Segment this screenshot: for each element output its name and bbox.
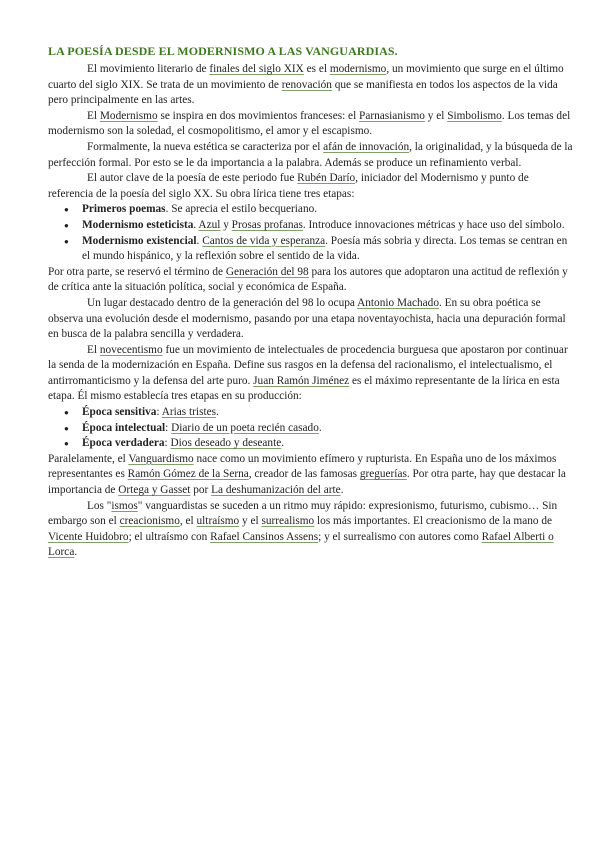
text-span: El <box>87 343 100 356</box>
paragraph-modernismo-intro <box>48 62 574 109</box>
text-span: " vanguardistas se suceden a un ritmo muy rápido: expresionismo, futurismo, cubismo… Sin embargo son el <box>48 499 558 528</box>
link-ramon-gomez-serna[interactable]: Ramón Gómez de la Serna <box>127 468 249 481</box>
stage-name: Época sensitiva <box>82 406 157 419</box>
link-vanguardismo[interactable]: Vanguardismo <box>128 452 194 465</box>
text-span: : <box>164 437 171 450</box>
text-span: . <box>340 484 344 497</box>
link-ruben-dario[interactable]: Rubén Darío <box>297 172 356 185</box>
paragraph-ismos <box>48 499 574 561</box>
list-item <box>82 421 574 437</box>
text-span: los más importantes. El creacionismo de la mano de <box>314 515 553 528</box>
link-diario-poeta[interactable]: Diario de un poeta recién casado <box>171 421 319 434</box>
text-span: . <box>74 546 78 559</box>
link-generacion-98[interactable]: Generación del 98 <box>225 265 309 278</box>
link-ortega-gasset[interactable]: Ortega y Gasset <box>118 484 191 497</box>
text-span: y el <box>239 515 262 528</box>
document-title: LA POESÍA DESDE EL MODERNISMO A LAS VANGUARDIAS. <box>48 44 398 58</box>
text-span: Un lugar destacado dentro de la generación del 98 lo ocupa <box>87 296 358 309</box>
paragraph-novecentismo <box>48 343 574 405</box>
link-simbolismo[interactable]: Simbolismo <box>447 109 502 122</box>
text-span: Los " <box>87 499 112 512</box>
link-juan-ramon-jimenez[interactable]: Juan Ramón Jiménez <box>253 374 350 387</box>
text-span: . En su obra poética se observa una evolución desde el modernismo, pasando por una etapa noventayochista, hacia una depuración formal en busca de la palabra sencilla y verdadera. <box>48 296 566 341</box>
text-span: nace como un movimiento efímero y rupturista. En España uno de los máximos representantes es <box>48 452 557 481</box>
link-prosas-profanas[interactable]: Prosas profanas <box>231 218 303 231</box>
link-azul[interactable]: Azul <box>198 218 221 231</box>
link-novecentismo[interactable]: novecentismo <box>99 343 163 356</box>
text-span: . Introduce innovaciones métricas y hace uso del símbolo. <box>302 218 565 231</box>
text-span: fue un movimiento de intelectuales de procedencia burguesa que apostaron por continuar la senda de la modernización en España. Define sus rasgos en la defensa del racionalismo, el intelectualismo, el antirromanticismo y la defensa del arte puro. <box>48 343 568 387</box>
text-span: . <box>196 234 203 247</box>
link-antonio-machado[interactable]: Antonio Machado <box>357 296 439 309</box>
text-span: es el <box>303 63 330 75</box>
text-span: . <box>216 406 219 419</box>
text-span: ; el ultraísmo con <box>128 530 211 543</box>
text-span: El <box>87 109 100 122</box>
text-span: . Poesía más sobria y directa. Los temas se centran en el mundo hispánico, y la reflexión sobre el sentido de la vida. <box>82 234 568 263</box>
text-span: por <box>190 484 212 497</box>
link-creacionismo[interactable]: creacionismo <box>119 515 180 528</box>
text-span: es el máximo representante de la lírica en esta etapa. Él mismo establecía tres etapas en su producción: <box>48 374 560 403</box>
link-parnasianismo[interactable]: Parnasianismo <box>359 109 425 122</box>
stage-name: Modernismo existencial <box>82 234 197 247</box>
link-surrealismo[interactable]: surrealismo <box>261 515 315 528</box>
text-span: : <box>165 421 172 434</box>
link-ultraismo[interactable]: ultraísmo <box>196 515 240 528</box>
stage-name: Primeros poemas <box>82 203 166 216</box>
list-item <box>82 405 574 421</box>
link-finales-siglo-xix[interactable]: finales del siglo XIX <box>209 63 304 75</box>
link-renovacion[interactable]: renovación <box>281 78 332 91</box>
paragraph-antonio-machado <box>48 296 574 343</box>
stage-name: Modernismo esteticista <box>82 218 194 231</box>
dario-stages-list <box>48 202 574 264</box>
link-dios-deseado[interactable]: Dios deseado y deseante <box>170 437 282 450</box>
link-alberti-lorca[interactable]: Rafael Alberti o Lorca <box>48 530 554 559</box>
jrj-stages-list <box>48 405 574 452</box>
list-item <box>82 436 574 452</box>
paragraph-ruben-dario <box>48 171 574 202</box>
text-span: que se manifiesta en todos los aspectos de la vida pero principalmente en las artes. <box>48 78 558 107</box>
text-span: . <box>281 437 285 450</box>
paragraph-influences <box>48 109 574 140</box>
text-span: y <box>220 218 232 231</box>
stage-name: Época verdadera <box>82 437 165 450</box>
link-modernismo[interactable]: modernismo <box>329 63 387 75</box>
stage-name: Época intelectual <box>82 421 166 434</box>
text-span: . <box>193 218 199 231</box>
text-span: para los autores que adoptaron una actitud de reflexión y de crítica ante la situación política, social y económica de España. <box>48 265 568 294</box>
link-greguerias[interactable]: greguerías <box>359 468 407 481</box>
paragraph-formalmente <box>48 140 574 171</box>
text-span: El autor clave de la poesía de este periodo fue <box>87 172 298 185</box>
list-item <box>82 202 574 218</box>
link-afan-innovacion[interactable]: afán de innovación <box>323 140 410 153</box>
list-item <box>82 218 574 234</box>
text-span: . Por otra parte, hay que destacar la importancia de <box>48 468 566 497</box>
paragraph-vanguardismo <box>48 452 574 499</box>
text-span: , iniciador del Modernismo y punto de referencia de la poesía del siglo XX. Su obra lírica tiene tres etapas: <box>48 172 529 200</box>
link-arias-tristes[interactable]: Arias tristes <box>161 406 217 419</box>
text-span: , creador de las famosas <box>248 468 360 481</box>
link-cantos-vida-esperanza[interactable]: Cantos de vida y esperanza <box>202 234 326 247</box>
text-span: . Los temas del modernismo son la soledad, el cosmopolitismo, el amor y el escapismo. <box>48 109 571 138</box>
text-span: El movimiento literario de <box>87 63 210 75</box>
link-rafael-cansinos-assens[interactable]: Rafael Cansinos Assens <box>210 530 319 543</box>
link-modernismo-2[interactable]: Modernismo <box>99 109 158 122</box>
text-span: , un movimiento que surge en el último cuarto del siglo XIX. Se trata de un movimiento de <box>48 63 564 91</box>
text-span: y el <box>424 109 448 122</box>
text-span: ; y el surrealismo con autores como <box>318 530 482 543</box>
list-item <box>82 234 574 265</box>
paragraph-generacion-98 <box>48 265 574 296</box>
text-span: Formalmente, la nueva estética se caracteriza por el <box>87 140 324 153</box>
text-span: Por otra parte, se reservó el término de <box>48 265 226 278</box>
text-span: Paralelamente, el <box>48 452 129 465</box>
link-vicente-huidobro[interactable]: Vicente Huidobro <box>48 530 129 543</box>
text-span: se inspira en dos movimientos franceses: el <box>157 109 360 122</box>
link-deshumanizacion-arte[interactable]: La deshumanización del arte <box>211 484 341 497</box>
text-span: . Se aprecia el estilo becqueriano. <box>165 203 318 216</box>
link-ismos[interactable]: ismos <box>111 499 138 512</box>
text-span: . <box>318 421 322 434</box>
text-span: , la originalidad, y la búsqueda de la perfección formal. Por esto se le da importancia a la palabra. Además se produce un refinamiento verbal. <box>48 140 573 169</box>
text-span: : <box>156 406 162 419</box>
text-span: , el <box>179 515 197 528</box>
